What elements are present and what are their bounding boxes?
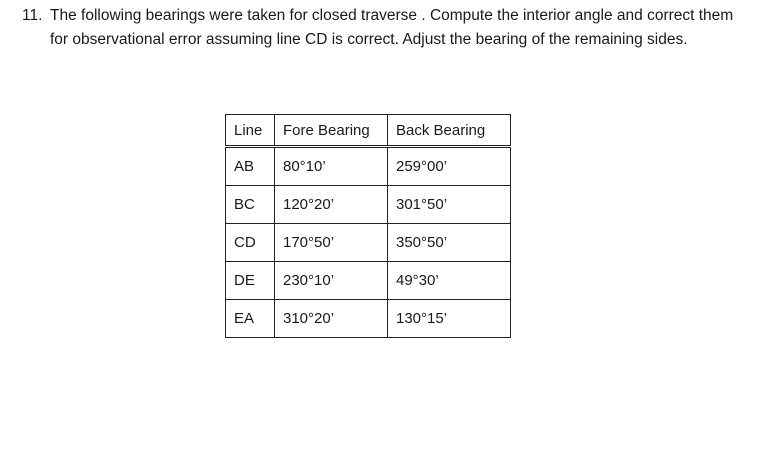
bearings-table: [225, 114, 511, 338]
table-row: [226, 262, 511, 300]
header-back-bearing: Back Bearing: [388, 115, 511, 147]
cell-back-bearing: 301°50’: [388, 186, 511, 224]
cell-fore-bearing: 170°50’: [275, 224, 388, 262]
table-header-row: [226, 115, 511, 147]
cell-line: AB: [226, 147, 275, 186]
question-number: 11.: [22, 7, 43, 24]
cell-fore-bearing: 120°20’: [275, 186, 388, 224]
table-row: [226, 300, 511, 338]
cell-back-bearing: 49°30’: [388, 262, 511, 300]
cell-line: DE: [226, 262, 275, 300]
cell-fore-bearing: 80°10’: [275, 147, 388, 186]
question-block: [22, 4, 742, 52]
cell-back-bearing: 259°00’: [388, 147, 511, 186]
cell-back-bearing: 350°50’: [388, 224, 511, 262]
header-fore-bearing: Fore Bearing: [275, 115, 388, 147]
cell-back-bearing: 130°15’: [388, 300, 511, 338]
header-line: Line: [226, 115, 275, 147]
table-row: [226, 147, 511, 186]
table-row: [226, 224, 511, 262]
cell-line: CD: [226, 224, 275, 262]
question-text: The following bearings were taken for closed traverse . Compute the interior angle and correct them for observational error assuming line CD is correct. Adjust the bearing of the remaining sides.: [50, 7, 734, 48]
cell-fore-bearing: 310°20’: [275, 300, 388, 338]
table-row: [226, 186, 511, 224]
cell-fore-bearing: 230°10’: [275, 262, 388, 300]
cell-line: EA: [226, 300, 275, 338]
cell-line: BC: [226, 186, 275, 224]
